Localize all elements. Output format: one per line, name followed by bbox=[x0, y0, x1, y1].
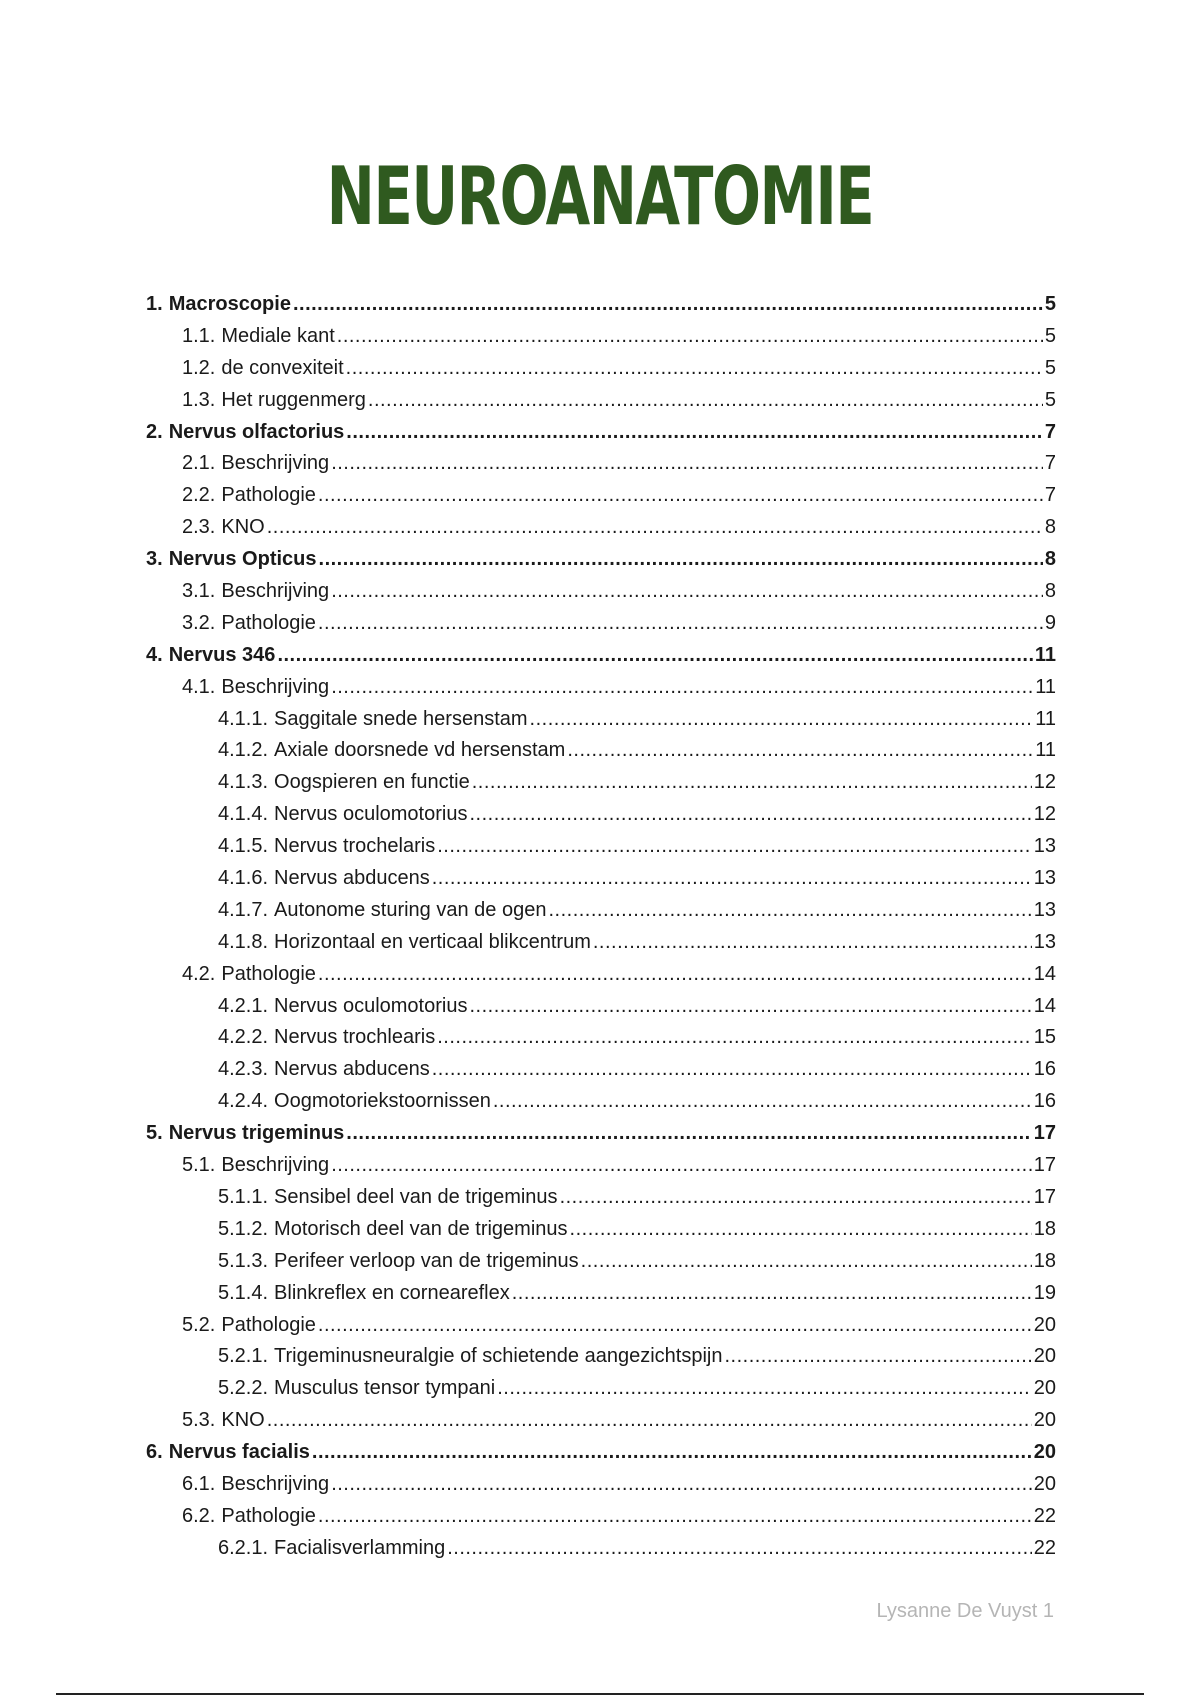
toc-entry-page: 7 bbox=[1044, 484, 1056, 507]
toc-entry-label bbox=[182, 1405, 265, 1437]
toc-dot-leader bbox=[318, 480, 1043, 512]
toc-entry[interactable] bbox=[146, 1533, 1056, 1565]
toc-entry[interactable] bbox=[146, 321, 1056, 353]
toc-dot-leader bbox=[560, 1182, 1032, 1214]
toc-entry[interactable] bbox=[146, 448, 1056, 480]
toc-entry[interactable] bbox=[146, 544, 1056, 576]
toc-entry[interactable] bbox=[146, 895, 1056, 927]
toc-entry-label bbox=[218, 1086, 491, 1118]
toc-entry-label bbox=[182, 608, 316, 640]
toc-entry[interactable] bbox=[146, 1373, 1056, 1405]
toc-entry-number: 4. bbox=[146, 643, 163, 666]
toc-entry-title: Beschrijving bbox=[221, 1472, 330, 1495]
toc-dot-leader bbox=[469, 991, 1031, 1023]
toc-entry-page: 8 bbox=[1044, 548, 1056, 571]
toc-dot-leader bbox=[346, 417, 1043, 449]
toc-entry[interactable] bbox=[146, 1310, 1056, 1342]
toc-entry-title: Pathologie bbox=[221, 1504, 316, 1527]
toc-dot-leader bbox=[432, 1054, 1032, 1086]
toc-entry-number: 1. bbox=[146, 293, 163, 315]
toc-entry-page: 20 bbox=[1033, 1345, 1056, 1368]
toc-entry-number: 1.3. bbox=[182, 388, 216, 411]
toc-dot-leader bbox=[318, 608, 1043, 640]
toc-entry-label bbox=[182, 672, 329, 704]
toc-entry-page: 5 bbox=[1044, 388, 1056, 411]
toc-entry[interactable] bbox=[146, 1278, 1056, 1310]
toc-entry-number: 2. bbox=[146, 420, 163, 443]
toc-entry-page: 15 bbox=[1033, 1026, 1056, 1049]
toc-entry-page: 11 bbox=[1035, 739, 1056, 762]
toc-entry-title: Blinkreflex en corneareflex bbox=[274, 1281, 510, 1304]
toc-dot-leader bbox=[318, 959, 1032, 991]
toc-entry-number: 2.1. bbox=[182, 452, 216, 475]
toc-entry-page: 5 bbox=[1044, 324, 1056, 347]
toc-entry-label bbox=[182, 1150, 329, 1182]
toc-dot-leader bbox=[312, 1437, 1032, 1469]
toc-entry-page: 14 bbox=[1033, 994, 1056, 1017]
toc-entry[interactable] bbox=[146, 1501, 1056, 1533]
toc-entry-number: 5.2.2. bbox=[218, 1377, 269, 1400]
toc-dot-leader bbox=[318, 1501, 1032, 1533]
bottom-divider bbox=[56, 1693, 1144, 1695]
toc-entry-number: 3. bbox=[146, 548, 163, 571]
toc-entry-page: 20 bbox=[1033, 1441, 1056, 1464]
toc-entry-title: Axiale doorsnede vd hersenstam bbox=[274, 739, 566, 762]
toc-entry[interactable] bbox=[146, 1214, 1056, 1246]
toc-entry-title: Nervus facialis bbox=[168, 1441, 310, 1464]
toc-entry-title: Musculus tensor tympani bbox=[274, 1377, 496, 1400]
toc-entry-title: Pathologie bbox=[221, 611, 316, 634]
toc-entry[interactable] bbox=[146, 385, 1056, 417]
toc-entry-title: Nervus oculomotorius bbox=[274, 803, 468, 826]
toc-entry[interactable] bbox=[146, 353, 1056, 385]
toc-entry-title: de convexiteit bbox=[221, 356, 344, 379]
toc-dot-leader bbox=[497, 1373, 1032, 1405]
toc-entry-label bbox=[146, 1118, 344, 1150]
toc-entry[interactable] bbox=[146, 640, 1056, 672]
toc-entry-title: Nervus olfactorius bbox=[168, 420, 345, 443]
toc-dot-leader bbox=[570, 1214, 1032, 1246]
toc-entry-number: 4.1. bbox=[182, 675, 216, 698]
toc-entry[interactable] bbox=[146, 1437, 1056, 1469]
toc-entry-page: 7 bbox=[1044, 420, 1056, 443]
toc-entry-title: Facialisverlamming bbox=[274, 1536, 446, 1559]
toc-entry[interactable] bbox=[146, 767, 1056, 799]
toc-entry-title: Nervus oculomotorius bbox=[274, 994, 468, 1017]
toc-entry-label bbox=[218, 1182, 558, 1214]
toc-dot-leader bbox=[432, 863, 1032, 895]
toc-entry-page: 12 bbox=[1033, 771, 1056, 794]
toc-entry-page: 8 bbox=[1044, 516, 1056, 539]
toc-entry-number: 4.1.3. bbox=[218, 771, 269, 794]
toc-dot-leader bbox=[581, 1246, 1032, 1278]
toc-entry-label bbox=[218, 831, 435, 863]
toc-entry[interactable] bbox=[146, 512, 1056, 544]
toc-entry-title: Oogspieren en functie bbox=[274, 771, 470, 794]
toc-entry[interactable] bbox=[146, 1341, 1056, 1373]
toc-entry[interactable] bbox=[146, 1405, 1056, 1437]
toc-entry[interactable] bbox=[146, 1150, 1056, 1182]
toc-dot-leader bbox=[337, 321, 1043, 353]
toc-dot-leader bbox=[331, 672, 1033, 704]
toc-entry-title: Nervus 346 bbox=[168, 643, 276, 666]
toc-entry-number: 5.3. bbox=[182, 1409, 216, 1432]
toc-entry[interactable] bbox=[146, 1118, 1056, 1150]
toc-dot-leader bbox=[567, 735, 1033, 767]
toc-dot-leader bbox=[346, 1118, 1031, 1150]
toc-dot-leader bbox=[267, 512, 1043, 544]
toc-entry-label bbox=[218, 927, 591, 959]
toc-entry-page: 7 bbox=[1044, 452, 1056, 475]
toc-dot-leader bbox=[331, 1469, 1032, 1501]
toc-entry-page: 13 bbox=[1033, 867, 1056, 890]
toc-entry-number: 4.1.2. bbox=[218, 739, 269, 762]
toc-entry-page: 17 bbox=[1033, 1154, 1056, 1177]
table-of-contents bbox=[146, 289, 1056, 1565]
toc-entry-label bbox=[218, 1278, 510, 1310]
toc-entry-title: Nervus abducens bbox=[274, 867, 430, 890]
toc-entry-number: 1.1. bbox=[182, 324, 216, 347]
toc-entry-title: Horizontaal en verticaal blikcentrum bbox=[274, 930, 591, 953]
toc-entry-title: Pathologie bbox=[221, 484, 316, 507]
toc-entry[interactable] bbox=[146, 576, 1056, 608]
toc-entry-number: 3.2. bbox=[182, 611, 216, 634]
toc-entry-number: 6.2. bbox=[182, 1504, 216, 1527]
toc-entry-label bbox=[218, 1373, 495, 1405]
toc-entry-label bbox=[218, 863, 430, 895]
toc-entry-page: 20 bbox=[1033, 1313, 1056, 1336]
toc-dot-leader bbox=[530, 704, 1034, 736]
toc-dot-leader bbox=[277, 640, 1032, 672]
toc-dot-leader bbox=[469, 799, 1031, 831]
toc-entry-label bbox=[182, 321, 335, 353]
toc-entry-page: 11 bbox=[1035, 707, 1056, 730]
toc-entry-number: 4.1.1. bbox=[218, 707, 269, 730]
toc-dot-leader bbox=[437, 831, 1032, 863]
toc-entry[interactable] bbox=[146, 1246, 1056, 1278]
toc-entry-title: Oogmotoriekstoornissen bbox=[274, 1090, 491, 1113]
toc-entry-label bbox=[182, 448, 329, 480]
toc-entry-label bbox=[146, 1437, 310, 1469]
toc-entry-title: Macroscopie bbox=[168, 293, 291, 315]
document-title: NEUROANATOMIE bbox=[326, 150, 874, 243]
toc-dot-leader bbox=[593, 927, 1032, 959]
toc-entry-number: 6. bbox=[146, 1441, 163, 1464]
toc-entry-label bbox=[218, 1533, 445, 1565]
toc-entry-number: 5.1.1. bbox=[218, 1185, 269, 1208]
toc-entry[interactable] bbox=[146, 1086, 1056, 1118]
toc-dot-leader bbox=[331, 448, 1043, 480]
toc-entry-title: Pathologie bbox=[221, 1313, 316, 1336]
toc-entry-label bbox=[218, 1341, 722, 1373]
toc-entry-title: Nervus Opticus bbox=[168, 548, 317, 571]
toc-dot-leader bbox=[368, 385, 1043, 417]
toc-entry-page: 22 bbox=[1033, 1536, 1056, 1559]
toc-entry-page: 14 bbox=[1033, 962, 1056, 985]
toc-entry-page: 22 bbox=[1033, 1504, 1056, 1527]
toc-entry-label bbox=[182, 1469, 329, 1501]
toc-entry-page: 17 bbox=[1033, 1122, 1056, 1145]
toc-entry-page: 19 bbox=[1033, 1281, 1056, 1304]
toc-entry[interactable] bbox=[146, 289, 1056, 321]
toc-dot-leader bbox=[447, 1533, 1032, 1565]
toc-entry-title: KNO bbox=[221, 516, 265, 539]
toc-entry-label bbox=[218, 1246, 579, 1278]
toc-entry[interactable] bbox=[146, 704, 1056, 736]
toc-entry[interactable] bbox=[146, 991, 1056, 1023]
toc-entry-number: 5.1.2. bbox=[218, 1217, 269, 1240]
toc-dot-leader bbox=[267, 1405, 1032, 1437]
toc-dot-leader bbox=[318, 1310, 1032, 1342]
toc-entry-number: 4.1.4. bbox=[218, 803, 269, 826]
toc-entry-label bbox=[182, 1310, 316, 1342]
toc-entry-page: 17 bbox=[1033, 1185, 1056, 1208]
toc-entry-label bbox=[218, 767, 470, 799]
toc-dot-leader bbox=[512, 1278, 1032, 1310]
toc-entry-title: Saggitale snede hersenstam bbox=[274, 707, 528, 730]
toc-entry-title: Beschrijving bbox=[221, 1154, 330, 1177]
toc-entry-page: 13 bbox=[1033, 898, 1056, 921]
toc-entry-number: 5.2.1. bbox=[218, 1345, 269, 1368]
toc-entry-page: 20 bbox=[1033, 1472, 1056, 1495]
toc-entry-title: Nervus abducens bbox=[274, 1058, 430, 1081]
toc-entry-number: 5.1.3. bbox=[218, 1249, 269, 1272]
toc-entry-label bbox=[182, 576, 329, 608]
toc-entry-number: 4.2.4. bbox=[218, 1090, 269, 1113]
toc-dot-leader bbox=[548, 895, 1031, 927]
toc-entry-page: 5 bbox=[1044, 356, 1056, 379]
toc-entry-page: 11 bbox=[1034, 643, 1056, 666]
toc-entry[interactable] bbox=[146, 608, 1056, 640]
toc-entry-title: Beschrijving bbox=[221, 452, 330, 475]
toc-entry-label bbox=[218, 1054, 430, 1086]
toc-entry-title: Perifeer verloop van de trigeminus bbox=[274, 1249, 579, 1272]
toc-entry-page: 18 bbox=[1033, 1217, 1056, 1240]
toc-entry-title: Mediale kant bbox=[221, 324, 335, 347]
toc-entry[interactable] bbox=[146, 927, 1056, 959]
toc-entry[interactable] bbox=[146, 480, 1056, 512]
toc-entry[interactable] bbox=[146, 863, 1056, 895]
toc-entry-number: 1.2. bbox=[182, 356, 216, 379]
toc-entry-title: Nervus trochelaris bbox=[274, 835, 436, 858]
toc-entry-title: Pathologie bbox=[221, 962, 316, 985]
toc-entry-number: 3.1. bbox=[182, 580, 216, 603]
toc-entry-label bbox=[182, 480, 316, 512]
toc-entry-number: 4.1.6. bbox=[218, 867, 269, 890]
toc-entry-label bbox=[218, 991, 467, 1023]
toc-entry-label bbox=[182, 353, 344, 385]
toc-entry-page: 16 bbox=[1033, 1090, 1056, 1113]
toc-entry-number: 5.1.4. bbox=[218, 1281, 269, 1304]
toc-entry-label bbox=[182, 959, 316, 991]
toc-entry-number: 6.1. bbox=[182, 1472, 216, 1495]
toc-dot-leader bbox=[493, 1086, 1032, 1118]
toc-entry-number: 4.2.2. bbox=[218, 1026, 269, 1049]
toc-entry-title: Nervus trigeminus bbox=[168, 1122, 345, 1145]
toc-entry-title: Het ruggenmerg bbox=[221, 388, 366, 411]
toc-entry-title: Beschrijving bbox=[221, 675, 330, 698]
toc-entry[interactable] bbox=[146, 959, 1056, 991]
toc-entry-page: 20 bbox=[1033, 1377, 1056, 1400]
toc-entry-page: 16 bbox=[1033, 1058, 1056, 1081]
toc-entry[interactable] bbox=[146, 799, 1056, 831]
toc-entry-label bbox=[182, 385, 366, 417]
toc-entry-title: Autonome sturing van de ogen bbox=[274, 898, 547, 921]
toc-entry-label bbox=[218, 895, 546, 927]
page-footer: Lysanne De Vuyst 1 bbox=[876, 1600, 1054, 1622]
toc-entry-label bbox=[146, 544, 317, 576]
toc-dot-leader bbox=[346, 353, 1043, 385]
toc-entry-label bbox=[218, 704, 528, 736]
toc-entry-label bbox=[182, 512, 265, 544]
toc-entry-page: 8 bbox=[1044, 580, 1056, 603]
toc-entry[interactable] bbox=[146, 831, 1056, 863]
toc-dot-leader bbox=[437, 1022, 1032, 1054]
toc-entry-number: 2.3. bbox=[182, 516, 216, 539]
toc-dot-leader bbox=[472, 767, 1032, 799]
toc-entry-label bbox=[218, 735, 565, 767]
toc-entry-number: 5.2. bbox=[182, 1313, 216, 1336]
toc-entry-page: 13 bbox=[1033, 930, 1056, 953]
toc-entry[interactable] bbox=[146, 1469, 1056, 1501]
toc-entry-page: 9 bbox=[1044, 611, 1056, 634]
toc-entry-page: 18 bbox=[1033, 1249, 1056, 1272]
toc-entry-number: 5. bbox=[146, 1122, 163, 1145]
toc-entry-title: KNO bbox=[221, 1409, 265, 1432]
toc-entry-title: Beschrijving bbox=[221, 580, 330, 603]
toc-entry-number: 5.1. bbox=[182, 1154, 216, 1177]
toc-entry-title: Sensibel deel van de trigeminus bbox=[274, 1185, 558, 1208]
toc-entry-label bbox=[218, 1214, 568, 1246]
toc-entry-number: 2.2. bbox=[182, 484, 216, 507]
toc-entry-label bbox=[146, 289, 291, 321]
toc-entry-label bbox=[146, 417, 344, 449]
toc-entry-number: 4.1.8. bbox=[218, 930, 269, 953]
toc-entry[interactable] bbox=[146, 1022, 1056, 1054]
toc-entry-number: 4.1.7. bbox=[218, 898, 269, 921]
toc-entry-label bbox=[146, 640, 275, 672]
toc-entry-page: 12 bbox=[1033, 803, 1056, 826]
toc-entry[interactable] bbox=[146, 735, 1056, 767]
toc-entry-number: 4.2. bbox=[182, 962, 216, 985]
toc-dot-leader bbox=[331, 1150, 1032, 1182]
toc-entry-number: 4.2.1. bbox=[218, 994, 269, 1017]
toc-entry-title: Motorisch deel van de trigeminus bbox=[274, 1217, 568, 1240]
toc-entry-title: Nervus trochlearis bbox=[274, 1026, 436, 1049]
toc-entry-number: 6.2.1. bbox=[218, 1536, 269, 1559]
toc-entry[interactable] bbox=[146, 417, 1056, 449]
toc-entry-title: Trigeminusneuralgie of schietende aangezichtspijn bbox=[274, 1345, 723, 1368]
toc-dot-leader bbox=[293, 289, 1043, 321]
toc-entry-label bbox=[218, 799, 467, 831]
toc-entry-page: 5 bbox=[1044, 293, 1056, 315]
toc-entry-label bbox=[182, 1501, 316, 1533]
toc-entry[interactable] bbox=[146, 672, 1056, 704]
toc-entry-page: 13 bbox=[1033, 835, 1056, 858]
toc-entry-label bbox=[218, 1022, 435, 1054]
toc-entry[interactable] bbox=[146, 1182, 1056, 1214]
toc-entry-number: 4.2.3. bbox=[218, 1058, 269, 1081]
toc-entry-number: 4.1.5. bbox=[218, 835, 269, 858]
toc-dot-leader bbox=[331, 576, 1043, 608]
toc-dot-leader bbox=[319, 544, 1043, 576]
toc-dot-leader bbox=[724, 1341, 1031, 1373]
toc-entry[interactable] bbox=[146, 1054, 1056, 1086]
toc-entry-page: 20 bbox=[1033, 1409, 1056, 1432]
toc-entry-page: 11 bbox=[1035, 675, 1056, 698]
